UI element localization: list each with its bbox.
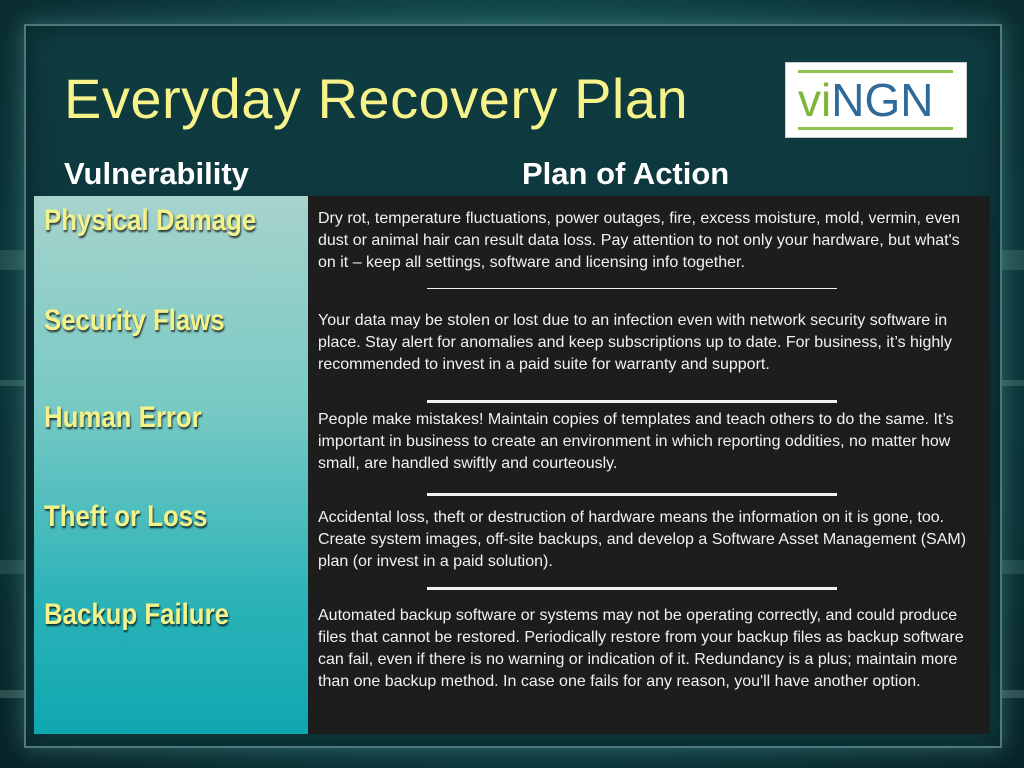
divider-line [427, 493, 837, 496]
logo-text-vi: vi [798, 74, 832, 126]
logo-text [798, 75, 933, 125]
logo-line-top [798, 70, 953, 73]
divider-line [427, 288, 837, 289]
action-backup-failure: Automated backup software or systems may not be operating correctly, and could produce files that cannot be restored. Periodically restore from your backup files as backup software can fail, even if there is no warning or indication of it. Redundancy is a plus; maintain more than one backup method. In case one fails for any reason, you'll have another option. [318, 607, 964, 690]
divider-line [427, 400, 837, 403]
slide-title: Everyday Recovery Plan [64, 67, 689, 130]
vulnerability-physical-damage: Physical Damage [44, 204, 257, 237]
vulnerability-security-flaws: Security Flaws [44, 304, 225, 337]
logo-text-ngn: NGN [831, 74, 934, 126]
vulnerability-backup-failure: Backup Failure [44, 598, 229, 631]
logo-line-bottom [798, 127, 953, 130]
divider-line [427, 587, 837, 590]
column-header-plan-of-action: Plan of Action [522, 156, 730, 191]
vingn-logo [785, 62, 967, 138]
vulnerability-theft-or-loss: Theft or Loss [44, 500, 208, 533]
action-theft-or-loss: Accidental loss, theft or destruction of hardware means the information on it is gone, too. Create system images, off-site backups, and develop a Software Asset Management (SAM) plan (or invest in a paid solution). [318, 509, 967, 570]
vulnerability-panel [34, 196, 308, 734]
action-physical-damage: Dry rot, temperature fluctuations, power outages, fire, excess moisture, mold, vermin, even dust or animal hair can result data loss. Pay attention to not only your hardware, but what's on it – keep all settings, software and licensing info together. [318, 210, 961, 271]
action-security-flaws: Your data may be stolen or lost due to an infection even with network security software in place. Stay alert for anomalies and keep subscriptions up to date. For business, it’s highly recommended to invest in a paid suite for warranty and support. [318, 312, 952, 373]
vulnerability-human-error: Human Error [44, 401, 202, 434]
column-header-vulnerability: Vulnerability [64, 156, 249, 191]
action-human-error: People make mistakes! Maintain copies of templates and teach others to do the same. It’s important in business to create an environment in which reporting oddities, no matter how small, are handled swiftly and courteously. [318, 411, 954, 472]
